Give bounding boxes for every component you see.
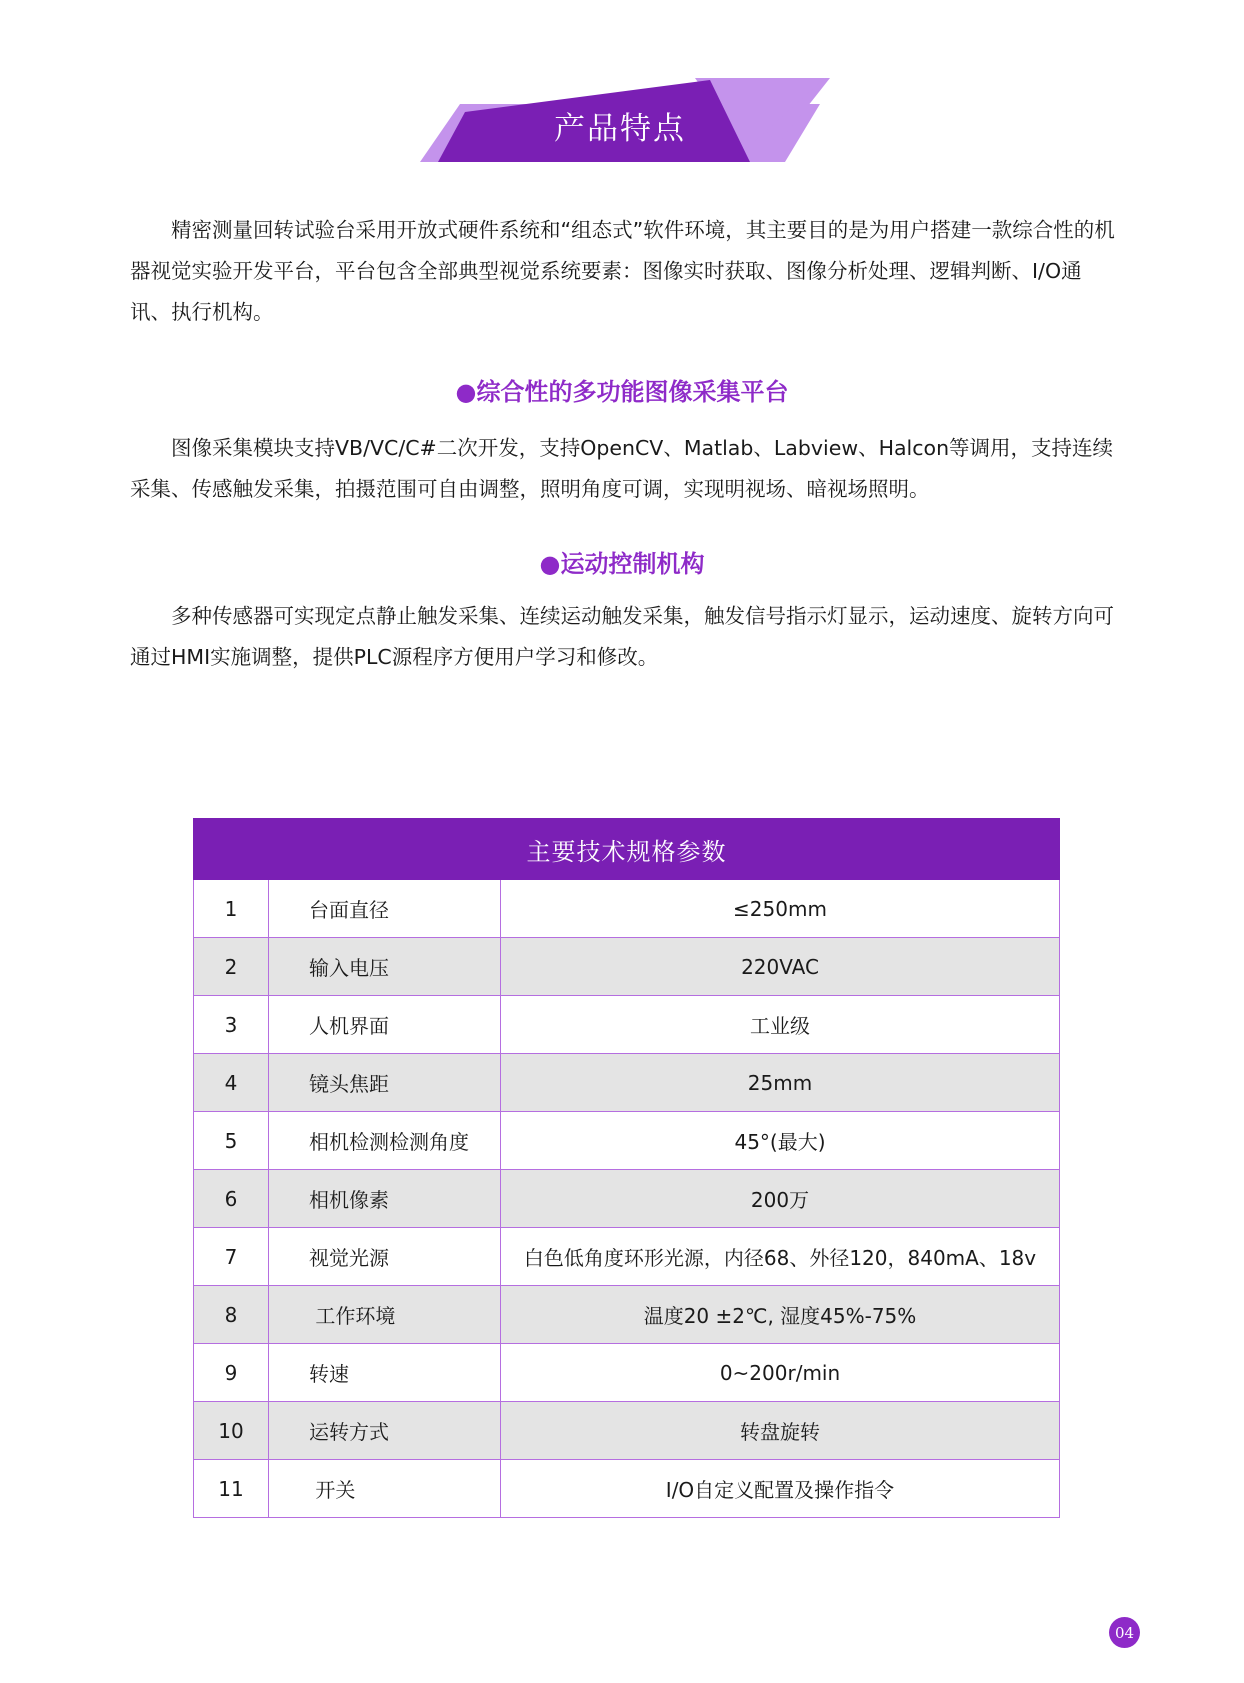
spec-row-name: 开关 — [269, 1460, 501, 1518]
spec-row-name: 视觉光源 — [269, 1228, 501, 1286]
table-row — [194, 1112, 1060, 1170]
page-title: 产品特点 — [554, 110, 686, 147]
spec-table-header-row — [194, 819, 1060, 880]
spec-row-value: 200万 — [501, 1170, 1060, 1228]
spec-row-value: 25mm — [501, 1054, 1060, 1112]
spec-row-number: 8 — [194, 1286, 269, 1344]
spec-row-number: 1 — [194, 880, 269, 938]
spec-row-value: 220VAC — [501, 938, 1060, 996]
spec-row-number: 9 — [194, 1344, 269, 1402]
spec-row-value: 转盘旋转 — [501, 1402, 1060, 1460]
spec-row-name: 输入电压 — [269, 938, 501, 996]
table-row — [194, 1054, 1060, 1112]
spec-row-number: 4 — [194, 1054, 269, 1112]
spec-row-number: 11 — [194, 1460, 269, 1518]
spec-row-name: 转速 — [269, 1344, 501, 1402]
spec-row-number: 3 — [194, 996, 269, 1054]
table-row — [194, 880, 1060, 938]
spec-table — [193, 818, 1060, 1518]
spec-row-name: 相机像素 — [269, 1170, 501, 1228]
table-row — [194, 1228, 1060, 1286]
spec-row-name: 相机检测检测角度 — [269, 1112, 501, 1170]
page-number: 04 — [1109, 1617, 1140, 1648]
spec-table-title: 主要技术规格参数 — [194, 819, 1060, 880]
spec-row-number: 10 — [194, 1402, 269, 1460]
table-row — [194, 996, 1060, 1054]
motion-control-paragraph: 多种传感器可实现定点静止触发采集、连续运动触发采集，触发信号指示灯显示，运动速度、旋转方向可通过HMI实施调整，提供PLC源程序方便用户学习和修改。 — [130, 604, 1114, 669]
spec-row-value: 0~200r/min — [501, 1344, 1060, 1402]
intro-paragraph: 精密测量回转试验台采用开放式硬件系统和“组态式”软件环境，其主要目的是为用户搭建一款综合性的机器视觉实验开发平台，平台包含全部典型视觉系统要素：图像实时获取、图像分析处理、逻辑判断、I/O通讯、执行机构。 — [130, 218, 1115, 324]
spec-row-number: 2 — [194, 938, 269, 996]
table-row — [194, 1460, 1060, 1518]
spec-row-name: 镜头焦距 — [269, 1054, 501, 1112]
section-heading-motion-control: ●运动控制机构 — [539, 550, 705, 578]
table-row — [194, 1170, 1060, 1228]
section-heading-image-platform: ●综合性的多功能图像采集平台 — [455, 378, 789, 406]
spec-row-number: 6 — [194, 1170, 269, 1228]
spec-row-value: 工业级 — [501, 996, 1060, 1054]
spec-row-value: 白色低角度环形光源，内径68、外径120，840mA、18v — [501, 1228, 1060, 1286]
spec-row-value: 温度20 ±2℃, 湿度45%-75% — [501, 1286, 1060, 1344]
spec-row-value: 45°(最大) — [501, 1112, 1060, 1170]
table-row — [194, 1402, 1060, 1460]
spec-row-value: ≤250mm — [501, 880, 1060, 938]
spec-row-name: 运转方式 — [269, 1402, 501, 1460]
table-row — [194, 938, 1060, 996]
table-row — [194, 1344, 1060, 1402]
spec-row-name: 工作环境 — [269, 1286, 501, 1344]
spec-row-number: 5 — [194, 1112, 269, 1170]
spec-table-body — [194, 880, 1060, 1518]
table-row — [194, 1286, 1060, 1344]
spec-row-name: 台面直径 — [269, 880, 501, 938]
spec-row-number: 7 — [194, 1228, 269, 1286]
section-banner — [420, 78, 830, 162]
spec-row-value: I/O自定义配置及操作指令 — [501, 1460, 1060, 1518]
spec-row-name: 人机界面 — [269, 996, 501, 1054]
image-platform-paragraph: 图像采集模块支持VB/VC/C#二次开发，支持OpenCV、Matlab、Labview、Halcon等调用，支持连续采集、传感触发采集，拍摄范围可自由调整，照明角度可调，实现明视场、暗视场照明。 — [130, 436, 1114, 501]
